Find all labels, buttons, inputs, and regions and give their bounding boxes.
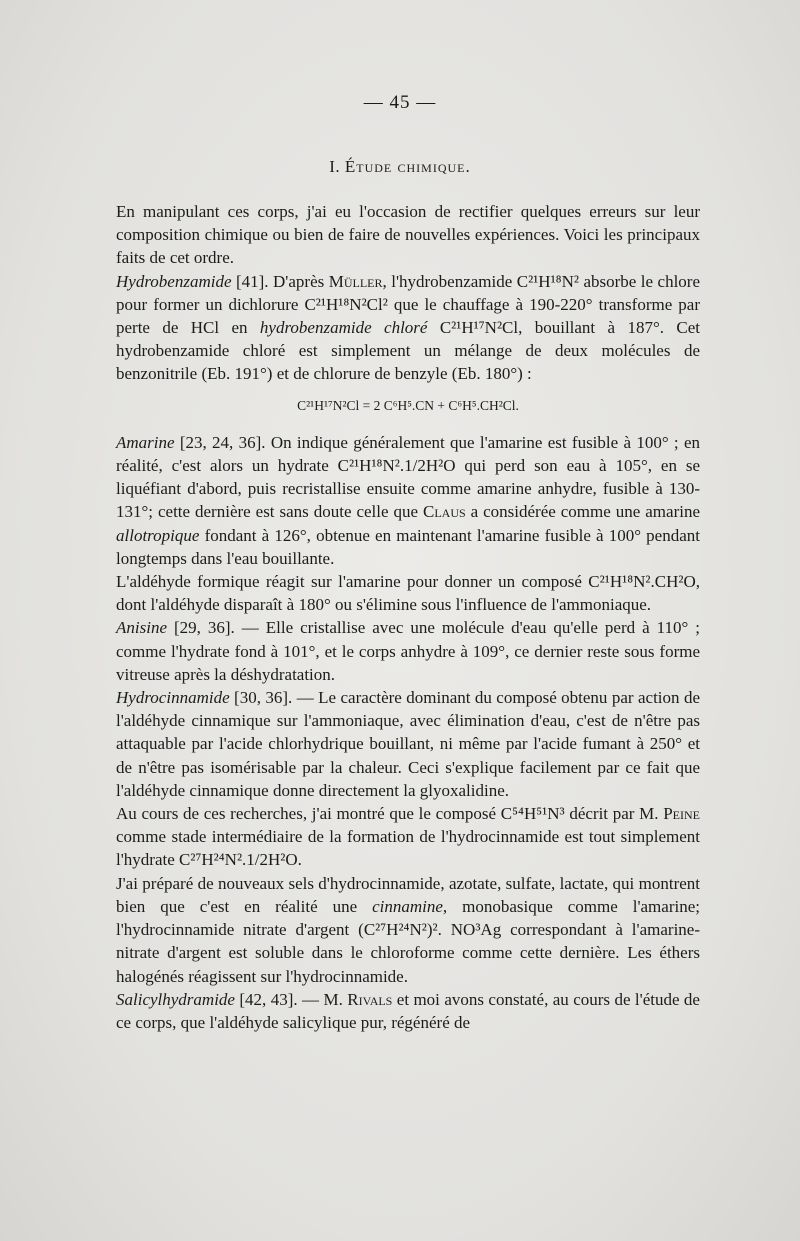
paragraph-salicylhydramide	[116, 988, 700, 1034]
text-span: [29, 36]. — Elle cristallise avec une molécule d'eau qu'elle perd à 110° ; comme l'hydrate fond à 101°, et le corps anhydre à 109°, ce dernier reste sous forme vitreuse après la déshydratation.	[116, 618, 700, 684]
term-amarine: Amarine	[116, 432, 175, 452]
term-allotropique: allotropique	[116, 525, 200, 545]
term-salicylhydramide: Salicylhydramide	[116, 989, 235, 1009]
term-cinnamine: cinnamine	[372, 896, 443, 916]
section-number: I.	[329, 157, 341, 176]
text-span: comme stade intermédiaire de la formation de l'hydrocinnamide est tout simplement l'hydrate C²⁷H²⁴N².1/2H²O.	[116, 827, 700, 870]
text-span: [23, 24, 36]. On indique généralement que l'amarine est fusible à 100° ; en réalité, c'est alors un hydrate C²¹H¹⁸N².1/2H²O qui perd son eau à 105°, en se liquéfiant d'abord, puis recristallise ensuite comme amarine anhydre, fusible à 130-131°; cette dernière est sans doute celle que	[116, 432, 700, 522]
author-peine: Peine	[663, 804, 700, 824]
text-span: [42, 43]. — M.	[234, 989, 348, 1009]
intro-paragraph: En manipulant ces corps, j'ai eu l'occasion de rectifier quelques erreurs sur leur composition chimique ou bien de faire de nouvelles expériences. Voici les principaux faits de cet ordre.	[116, 202, 700, 268]
paragraph-aldehyde-formique: L'aldéhyde formique réagit sur l'amarine pour donner un composé C²¹H¹⁸N².CH²O, dont l'aldéhyde disparaît à 180° ou s'élimine sous l'influence de l'ammoniaque.	[116, 572, 700, 615]
text-span: C²¹H¹⁷N²Cl, bouillant à 187°. Cet hydrobenzamide chloré est simplement un mélange de deux molécules de benzonitrile (Eb. 191°) et de chlorure de benzyle (Eb. 180°) :	[116, 318, 700, 384]
term-hydrocinnamide: Hydrocinnamide	[116, 688, 230, 708]
section-heading: Étude chimique.	[344, 157, 471, 176]
body-text	[116, 200, 700, 1034]
author-rivals: Rivals	[347, 989, 393, 1009]
term-anisine: Anisine	[116, 618, 167, 638]
term-hydrobenzamide: Hydrobenzamide	[116, 271, 232, 291]
author-muller: Müller	[328, 271, 383, 291]
text-span: , monobasique comme l'amarine; l'hydrocinnamide nitrate d'argent (C²⁷H²⁴N²)². NO³Ag correspondant à l'amarine-nitrate d'argent est soluble dans le chloroforme comme cette dernière. Les éthers halogénés réagissent sur l'hydrocinnamide.	[116, 896, 700, 986]
paragraph-amarine	[116, 431, 700, 570]
author-claus: Claus	[422, 502, 466, 522]
text-span: Au cours de ces recherches, j'ai montré que le composé C⁵⁴H⁵¹N³ décrit par M.	[116, 804, 664, 824]
text-span: [30, 36]. — Le caractère dominant du composé obtenu par action de l'aldéhyde cinnamique sur l'ammoniaque, avec élimination d'eau, c'est de n'être pas attaquable par l'acide chlorhydrique bouillant, ni même par l'acide fumant à 250° et de n'être pas isomérisable par la chaleur. Ceci s'explique facilement par ce fait que l'aldéhyde cinnamique donne directement la glyoxalidine.	[116, 688, 700, 800]
paragraph-hydrobenzamide	[116, 270, 700, 386]
text-span: J'ai préparé de nouveaux sels d'hydrocinnamide, azotate, sulfate, lactate, qui montrent bien que c'est en réalité une	[116, 873, 700, 916]
paragraph-recherches	[116, 802, 700, 872]
text-span: a considérée comme une amarine	[465, 502, 700, 522]
term-hydrobenzamide-chlore: hydrobenzamide chloré	[259, 318, 428, 338]
text-span: et moi avons constaté, au cours de l'étude de ce corps, que l'aldéhyde salicylique pur, régénéré de	[116, 989, 700, 1032]
paragraph-sels	[116, 872, 700, 988]
paragraph-hydrocinnamide	[116, 686, 700, 802]
paragraph-anisine	[116, 616, 700, 686]
text-span: , l'hydrobenzamide C²¹H¹⁸N² absorbe le chlore pour former un dichlorure C²¹H¹⁸N²Cl² que le chauffage à 190-220° transforme par perte de HCl en	[116, 271, 700, 338]
text-span: fondant à 126°, obtenue en maintenant l'amarine fusible à 100° pendant longtemps dans l'eau bouillante.	[116, 525, 700, 568]
chemical-equation: C²¹H¹⁷N²Cl = 2 C⁶H⁵.CN + C⁶H⁵.CH²Cl.	[297, 397, 519, 413]
text-span: [41]. D'après	[231, 271, 329, 291]
section-title	[0, 157, 800, 177]
page-number: — 45 —	[363, 92, 437, 113]
